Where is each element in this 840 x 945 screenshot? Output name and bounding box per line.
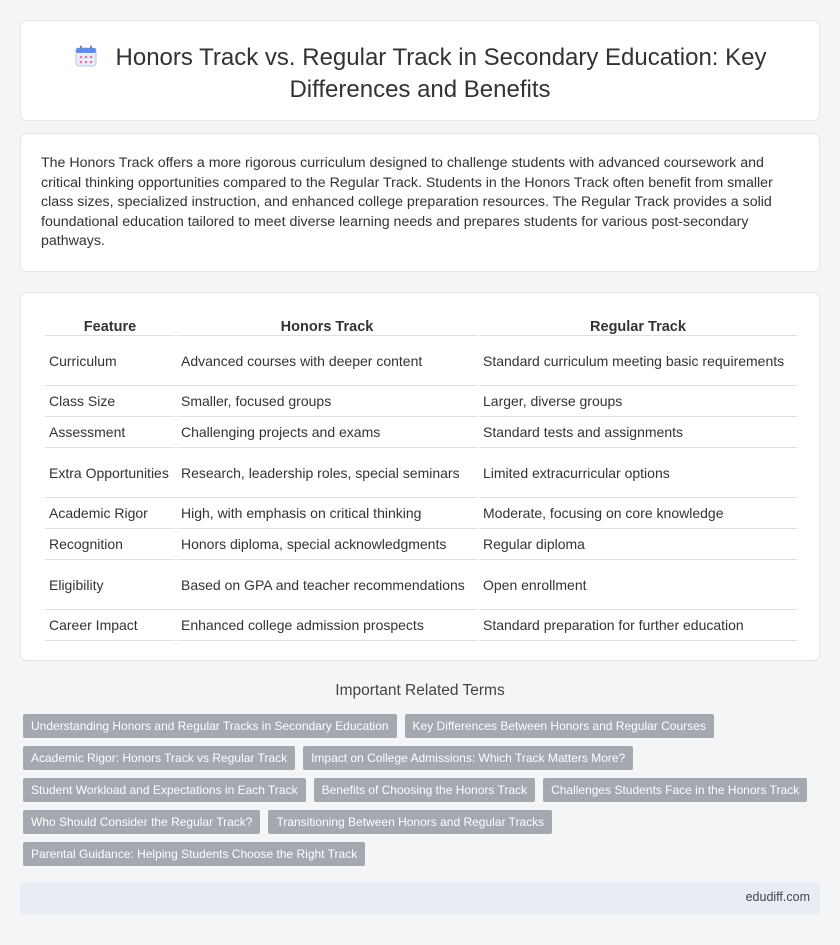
title-card — [20, 20, 820, 121]
tag-row — [23, 714, 813, 738]
feature-cell: Curriculum — [45, 336, 175, 386]
feature-cell: Class Size — [45, 386, 175, 417]
related-term-link[interactable]: Transitioning Between Honors and Regular Tracks — [268, 810, 552, 834]
related-terms-list — [23, 714, 813, 874]
table-row — [45, 560, 797, 610]
honors-cell: Enhanced college admission prospects — [177, 610, 477, 641]
feature-cell: Extra Opportunities — [45, 448, 175, 498]
honors-cell: High, with emphasis on critical thinking — [177, 498, 477, 529]
related-term-link[interactable]: Who Should Consider the Regular Track? — [23, 810, 260, 834]
intro-paragraph: The Honors Track offers a more rigorous curriculum designed to challenge students with advanced coursework and critical thinking opportunities compared to the Regular Track. Students in the Honors Track often benefit from smaller class sizes, specialized instruction, and enhanced college preparation resources. The Regular Track provides a solid foundational education tailored to meet diverse learning needs and prepares students for various post-secondary pathways. — [41, 155, 773, 250]
related-term-link[interactable]: Understanding Honors and Regular Tracks in Secondary Education — [23, 714, 397, 738]
honors-cell: Research, leadership roles, special seminars — [177, 448, 477, 498]
related-term-link[interactable]: Challenges Students Face in the Honors Track — [543, 778, 807, 802]
related-terms-title: Important Related Terms — [335, 682, 505, 699]
related-term-link[interactable]: Impact on College Admissions: Which Track Matters More? — [303, 746, 633, 770]
honors-cell: Honors diploma, special acknowledgments — [177, 529, 477, 560]
related-term-link[interactable]: Academic Rigor: Honors Track vs Regular Track — [23, 746, 295, 770]
tag-row — [23, 842, 813, 866]
regular-cell: Limited extracurricular options — [479, 448, 797, 498]
tag-row — [23, 810, 813, 834]
comparison-table — [43, 314, 799, 641]
page-title: Honors Track vs. Regular Track in Secondary Education: Key Differences and Benefits — [115, 44, 767, 103]
footer-site-name[interactable]: edudiff.com — [745, 890, 810, 904]
related-term-link[interactable]: Benefits of Choosing the Honors Track — [314, 778, 535, 802]
regular-cell: Standard preparation for further education — [479, 610, 797, 641]
regular-cell: Moderate, focusing on core knowledge — [479, 498, 797, 529]
regular-cell: Regular diploma — [479, 529, 797, 560]
related-term-link[interactable]: Key Differences Between Honors and Regular Courses — [405, 714, 714, 738]
related-term-link[interactable]: Student Workload and Expectations in Each Track — [23, 778, 306, 802]
header-feature: Feature — [45, 314, 175, 336]
calendar-icon — [74, 44, 98, 75]
tag-row — [23, 778, 813, 802]
tag-row — [23, 746, 813, 770]
feature-cell: Recognition — [45, 529, 175, 560]
regular-cell: Standard curriculum meeting basic requirements — [479, 336, 797, 386]
table-row — [45, 386, 797, 417]
comparison-table-card — [20, 292, 820, 661]
header-regular: Regular Track — [479, 314, 797, 336]
page-title-wrap — [21, 43, 819, 104]
intro-card — [20, 133, 820, 272]
honors-cell: Challenging projects and exams — [177, 417, 477, 448]
regular-cell: Standard tests and assignments — [479, 417, 797, 448]
table-row — [45, 336, 797, 386]
feature-cell: Eligibility — [45, 560, 175, 610]
footer — [20, 882, 820, 914]
honors-cell: Advanced courses with deeper content — [177, 336, 477, 386]
feature-cell: Assessment — [45, 417, 175, 448]
table-row — [45, 529, 797, 560]
table-header-row — [45, 314, 797, 336]
feature-cell: Academic Rigor — [45, 498, 175, 529]
table-row — [45, 417, 797, 448]
honors-cell: Smaller, focused groups — [177, 386, 477, 417]
table-row — [45, 498, 797, 529]
related-term-link[interactable]: Parental Guidance: Helping Students Choose the Right Track — [23, 842, 365, 866]
feature-cell: Career Impact — [45, 610, 175, 641]
honors-cell: Based on GPA and teacher recommendations — [177, 560, 477, 610]
table-row — [45, 448, 797, 498]
table-row — [45, 610, 797, 641]
regular-cell: Open enrollment — [479, 560, 797, 610]
regular-cell: Larger, diverse groups — [479, 386, 797, 417]
header-honors: Honors Track — [177, 314, 477, 336]
